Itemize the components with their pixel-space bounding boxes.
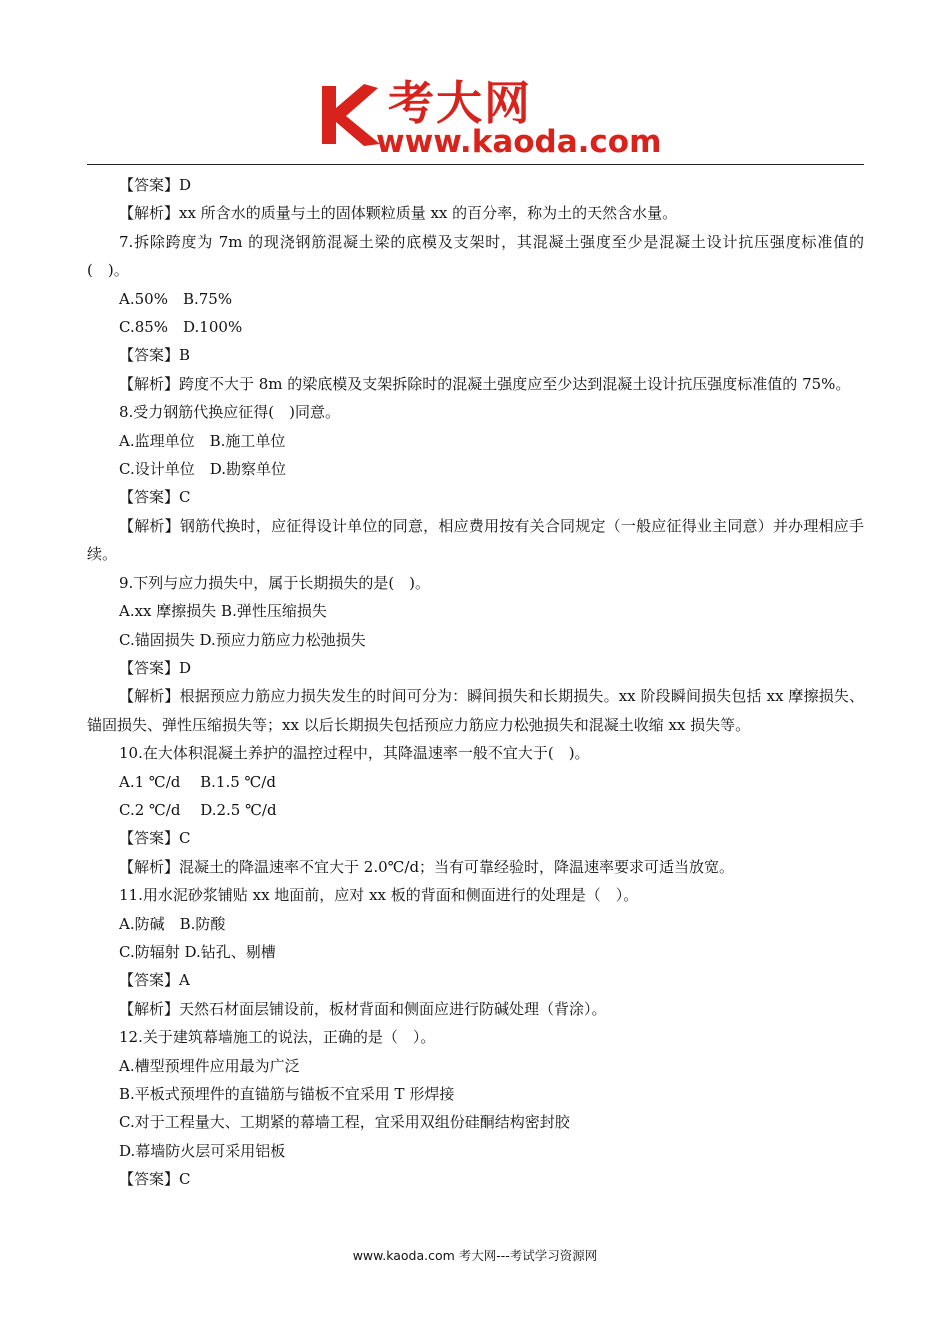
text-line: 【答案】A: [119, 971, 190, 990]
text-line: D.幕墙防火层可采用铝板: [119, 1141, 286, 1160]
kaoda-logo-k-icon: [320, 82, 382, 148]
text-line: 【解析】天然石材面层铺设前，板材背面和侧面应进行防碱处理（背涂）。: [119, 999, 607, 1018]
header-divider: [87, 164, 864, 165]
text-line: 【解析】跨度不大于 8m 的梁底模及支架拆除时的混凝土强度应至少达到混凝土设计抗压强度标准值的 75%。: [119, 374, 851, 393]
text-line: 10.在大体积混凝土养护的温控过程中，其降温速率一般不宜大于( )。: [119, 744, 590, 763]
text-line: A.1 ℃/d B.1.5 ℃/d: [119, 772, 276, 791]
text-line: 9.下列与应力损失中，属于长期损失的是( )。: [119, 573, 431, 592]
text-line: A.xx 摩擦损失 B.弹性压缩损失: [119, 602, 327, 621]
text-line: 12.关于建筑幕墙施工的说法，正确的是（ ）。: [119, 1028, 436, 1047]
text-line: 【答案】B: [119, 346, 191, 365]
text-line: 【解析】混凝土的降温速率不宜大于 2.0℃/d；当有可靠经验时，降温速率要求可适当放宽。: [119, 857, 735, 876]
page-header: [0, 0, 950, 168]
text-line: A.50% B.75%: [119, 289, 233, 308]
text-line: 【答案】D: [119, 176, 192, 194]
logo-url-text: www.kaoda.com: [376, 124, 662, 160]
text-line: 【答案】D: [119, 658, 192, 677]
text-line: 【答案】C: [119, 1170, 191, 1189]
text-line: 【解析】根据预应力筋应力损失发生的时间可分为：瞬间损失和长期损失。xx 阶段瞬间损失包括 xx 摩擦损失、锚固损失、弹性压缩损失等；xx 以后长期损失包括预应力筋应力松弛损失和混凝土收缩 xx 损失等。: [87, 687, 864, 734]
text-line: 【答案】C: [119, 488, 191, 507]
text-line: B.平板式预埋件的直锚筋与锚板不宜采用 T 形焊接: [119, 1085, 455, 1103]
text-line: C.防辐射 D.钻孔、剔槽: [119, 942, 276, 961]
logo-chinese-text: 考大网: [388, 76, 532, 130]
text-line: C.对于工程量大、工期紧的幕墙工程，宜采用双组份硅酮结构密封胶: [119, 1113, 570, 1132]
text-line: C.锚固损失 D.预应力筋应力松弛损失: [119, 630, 366, 649]
text-line: A.监理单位 B.施工单位: [119, 431, 286, 450]
text-line: C.85% D.100%: [119, 318, 243, 337]
text-line: C.设计单位 D.勘察单位: [119, 460, 286, 479]
text-line: A.槽型预埋件应用最为广泛: [119, 1056, 300, 1075]
text-line: 【答案】C: [119, 829, 191, 848]
text-line: 【解析】xx 所含水的质量与土的固体颗粒质量 xx 的百分率，称为土的天然含水量。: [119, 204, 678, 223]
text-line: A.防碱 B.防酸: [119, 914, 226, 933]
page-footer: www.kaoda.com 考大网---考试学习资源网: [352, 1248, 598, 1263]
text-line: 【解析】钢筋代换时，应征得设计单位的同意，相应费用按有关合同规定（一般应征得业主同意）并办理相应手续。: [87, 516, 864, 564]
text-line: 8.受力钢筋代换应征得( )同意。: [119, 403, 341, 422]
document-body: [87, 171, 864, 1194]
text-line: 7.拆除跨度为 7m 的现浇钢筋混凝土梁的底模及支架时，其混凝土强度至少是混凝土设计抗压强度标准值的( )。: [87, 232, 864, 280]
text-line: 11.用水泥砂浆铺贴 xx 地面前，应对 xx 板的背面和侧面进行的处理是（ ）。: [119, 886, 639, 905]
text-line: C.2 ℃/d D.2.5 ℃/d: [119, 800, 277, 819]
